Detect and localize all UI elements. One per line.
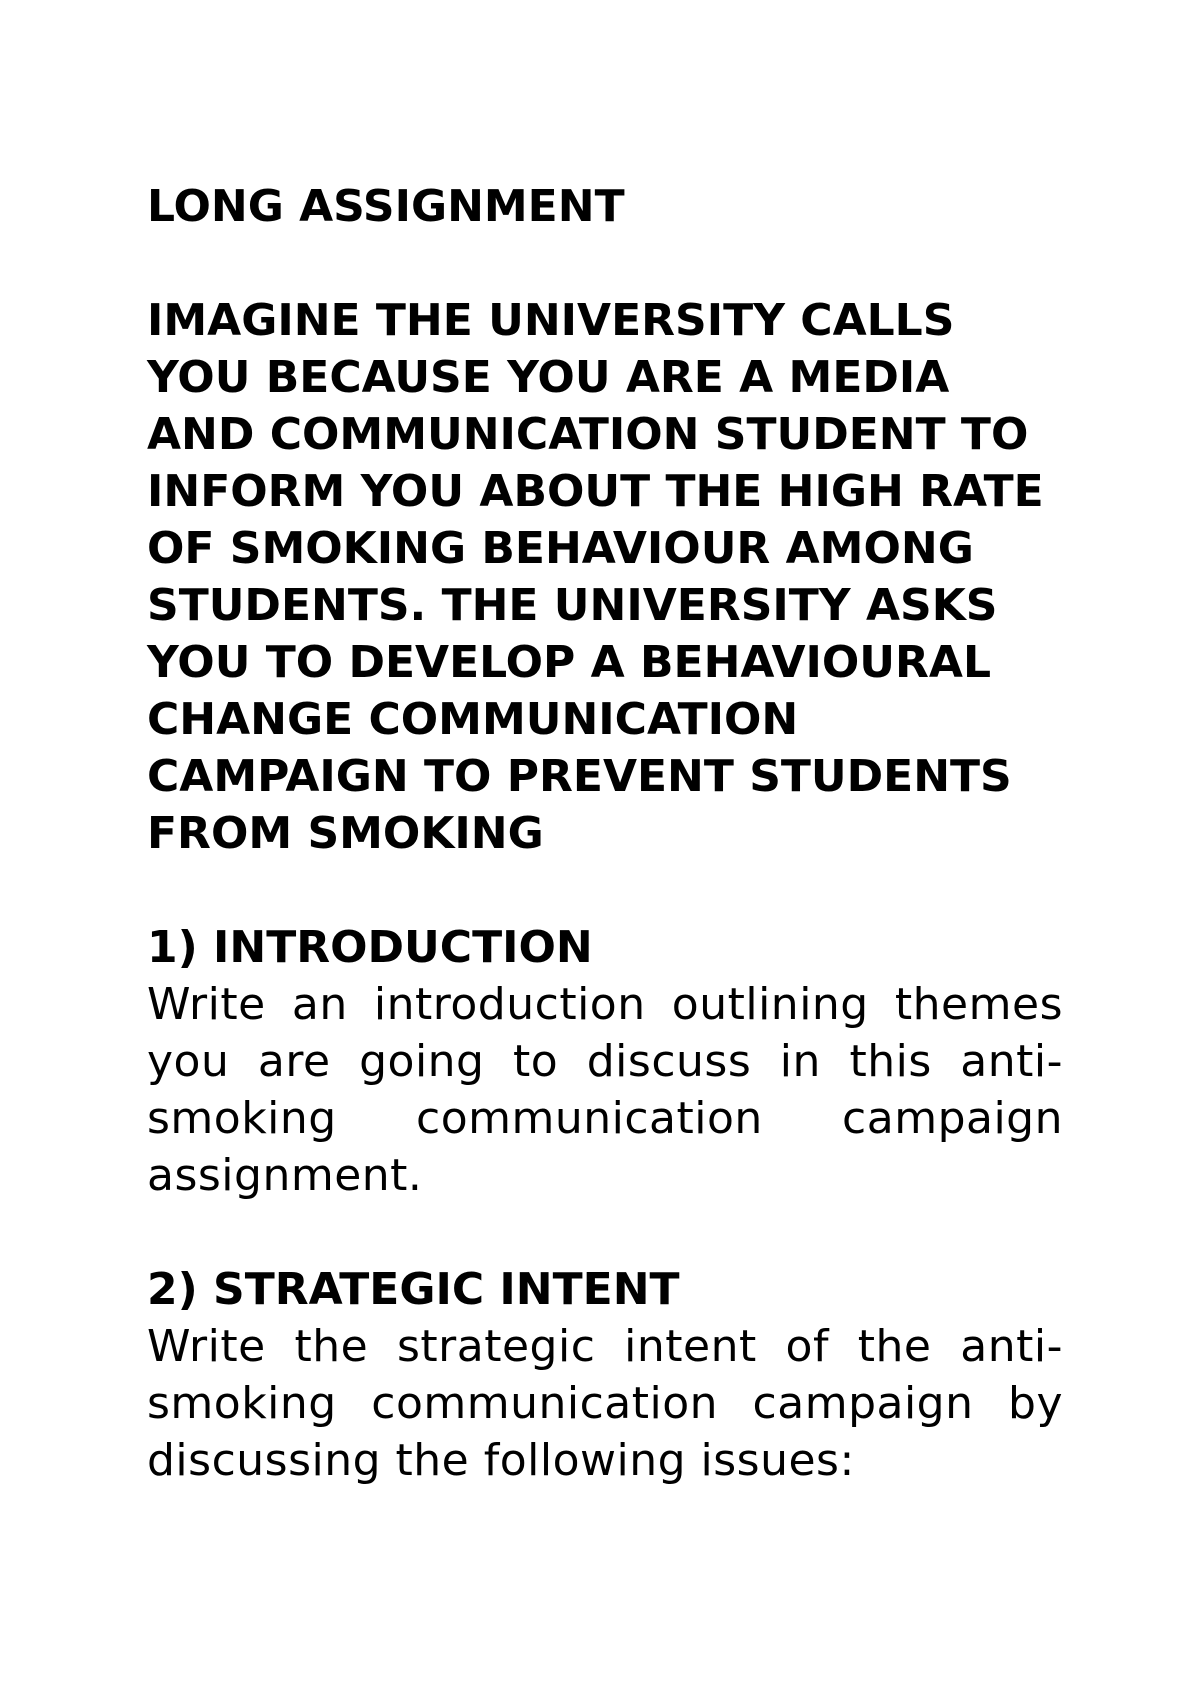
section-body: Write an introduction outlining themes you are going to discuss in this anti-smoking communication campaign assignment. bbox=[147, 979, 1063, 1201]
spacer bbox=[147, 235, 1063, 292]
document-title: LONG ASSIGNMENT bbox=[147, 181, 625, 232]
spacer bbox=[147, 1204, 1063, 1261]
section-body: Write the strategic intent of the anti-smoking communication campaign by discussing the following issues: bbox=[147, 1321, 1063, 1486]
section-strategic-intent bbox=[147, 1261, 1063, 1489]
document-content bbox=[147, 178, 1063, 1489]
section-introduction bbox=[147, 919, 1063, 1204]
assignment-prompt: IMAGINE THE UNIVERSITY CALLS YOU BECAUSE YOU ARE A MEDIA AND COMMUNICATION STUDENT TO INFORM YOU ABOUT THE HIGH RATE OF SMOKING BEHAVIOUR AMONG STUDENTS. THE UNIVERSITY ASKS YOU TO DEVELOP A BEHAVIOURAL CHANGE COMMUNICATION CAMPAIGN TO PREVENT STUDENTS FROM SMOKING bbox=[147, 295, 1044, 859]
section-heading: 2) STRATEGIC INTENT bbox=[147, 1264, 680, 1315]
spacer bbox=[147, 862, 1063, 919]
section-heading: 1) INTRODUCTION bbox=[147, 922, 593, 973]
